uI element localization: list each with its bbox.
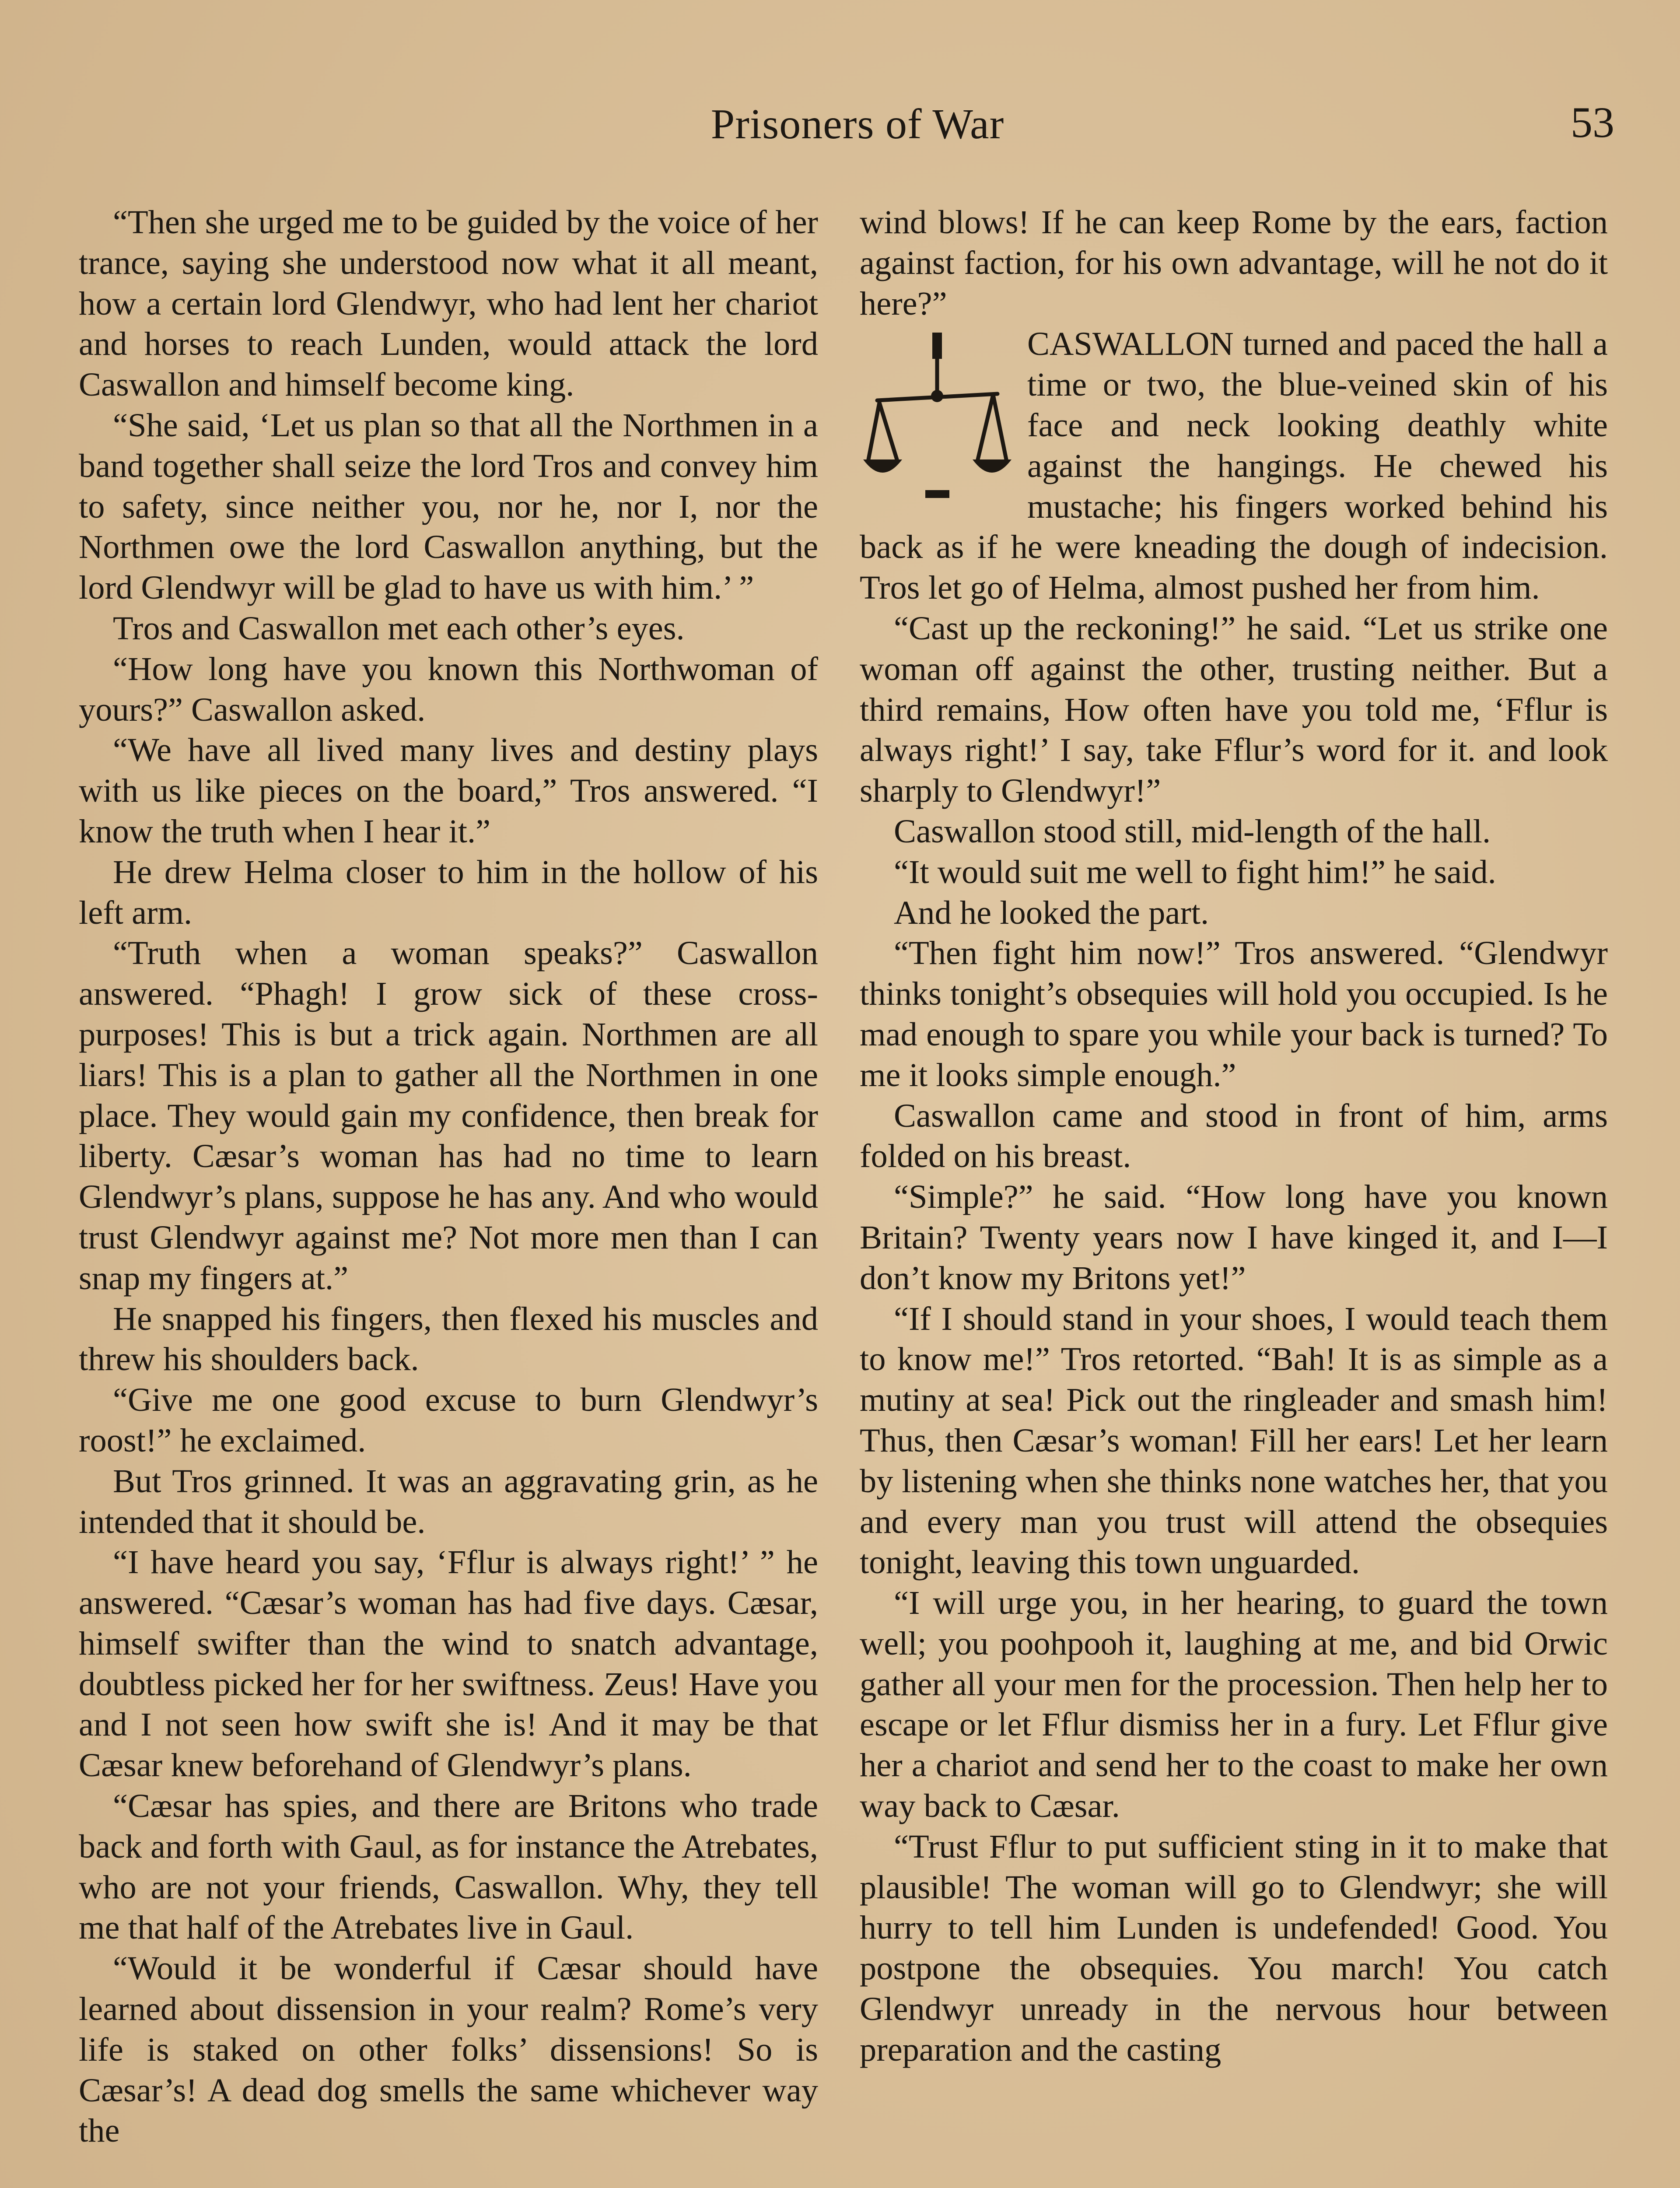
paragraph: “Truth when a woman speaks?” Caswallon answered. “Phagh! I grow sick of these cross-purposes! This is but a trick again. Northmen are all liars! This is a plan to gather all the Northmen in one place. They would gain my confidence, then break for liberty. Cæsar’s woman has had no time to learn Glendwyr’s plans, suppose he has any. And who would trust Glendwyr against me? Not more men than I can snap my fingers at.” xyxy=(79,934,818,1297)
paragraph: He drew Helma closer to him in the hollow of his left arm. xyxy=(79,853,818,931)
continued-paragraph: wind blows! If he can keep Rome by the ears, faction against faction, for his own advantage, will he not do it here?” xyxy=(860,203,1608,322)
paragraph: He snapped his fingers, then flexed his muscles and threw his shoulders back. xyxy=(79,1300,818,1378)
right-column xyxy=(860,202,1608,2070)
paragraph: “I have heard you say, ‘Fflur is always right!’ ” he answered. “Cæsar’s woman has had five days. Cæsar, himself swifter than the wind to snatch advantage, doubtless picked her for her swiftness. Zeus! Have you and I not seen how swift she is! And it may be that Cæsar knew beforehand of Glendwyr’s plans. xyxy=(79,1543,818,1784)
left-column xyxy=(79,202,818,2151)
paragraph: “Then she urged me to be guided by the voice of her trance, saying she understood now what it all meant, how a certain lord Glendwyr, who had lent her chariot and horses to reach Lunden, would attack the lord Caswallon and himself become king. xyxy=(79,203,818,403)
page-number: 53 xyxy=(1571,98,1614,147)
running-header: Prisoners of War xyxy=(710,101,1004,148)
paragraph: But Tros grinned. It was an aggravating grin, as he intended that it should be. xyxy=(79,1462,818,1540)
dropcap-paragraph: CASWALLON turned and paced the hall a time or two, the blue-veined skin of his face and neck looking deathly white against the hangings. He chewed his mustache; his fingers worked behind his back as if he were kneading the dough of indecision. Tros let go of Helma, almost pushed her from him. xyxy=(860,325,1608,607)
paragraph: “It would suit me well to fight him!” he said. xyxy=(894,853,1496,891)
scales-ornament-icon xyxy=(860,328,1015,508)
paragraph: “She said, ‘Let us plan so that all the Northmen in a band together shall seize the lord Tros and convey him to safety, since neither you, nor he, nor I, nor the Northmen owe the lord Caswallon anything, but the lord Glendwyr will be glad to have us with him.’ ” xyxy=(79,406,818,607)
paragraph: And he looked the part. xyxy=(894,894,1209,931)
paragraph: Tros and Caswallon met each other’s eyes. xyxy=(113,609,685,647)
paragraph: “How long have you known this Northwoman of yours?” Caswallon asked. xyxy=(79,650,818,728)
paragraph: “Give me one good excuse to burn Glendwyr’s roost!” he exclaimed. xyxy=(79,1381,818,1459)
paragraph: “Simple?” he said. “How long have you known Britain? Twenty years now I have kinged it, and I—I don’t know my Britons yet!” xyxy=(860,1178,1608,1297)
paragraph: “If I should stand in your shoes, I would teach them to know me!” Tros retorted. “Bah! It is as simple as a mutiny at sea! Pick out the ringleader and smash him! Thus, then Cæsar’s woman! Fill her ears! Let her learn by listening when she thinks none watches her, that you and every man you trust will attend the obsequies tonight, leaving this town unguarded. xyxy=(860,1300,1608,1581)
paragraph: “Would it be wonderful if Cæsar should have learned about dissension in your realm? Rome’s very life is staked on other folks’ dissensions! So is Cæsar’s! A dead dog smells the same whichever way the xyxy=(79,1950,818,2149)
paragraph: “Cast up the reckoning!” he said. “Let us strike one woman off against the other, trusting neither. But a third remains, How often have you told me, ‘Fflur is always right!’ I say, take Fflur’s word for it. and look sharply to Glendwyr!” xyxy=(860,609,1608,810)
paragraph: “Trust Fflur to put sufficient sting in it to make that plausible! The woman will go to Glendwyr; she will hurry to tell him Lunden is undefended! Good. You postpone the obsequies. You march! You catch Glendwyr unready in the nervous hour between preparation and the casting xyxy=(860,1827,1608,2068)
paragraph: “I will urge you, in her hearing, to guard the town well; you poohpooh it, laughing at me, and bid Orwic gather all your men for the procession. Then help her to escape or let Fflur dismiss her in a fury. Let Fflur give her a chariot and send her to the coast to make her own way back to Cæsar. xyxy=(860,1584,1608,1825)
paragraph: “We have all lived many lives and destiny plays with us like pieces on the board,” Tros answered. “I know the truth when I hear it.” xyxy=(79,731,818,850)
paragraph: Caswallon came and stood in front of him, arms folded on his breast. xyxy=(860,1097,1608,1175)
section-start xyxy=(860,324,1608,608)
paragraph: “Cæsar has spies, and there are Britons who trade back and forth with Gaul, as for instance the Atrebates, who are not your friends, Caswallon. Why, they tell me that half of the Atrebates live in Gaul. xyxy=(79,1787,818,1946)
paragraph: “Then fight him now!” Tros answered. “Glendwyr thinks tonight’s obsequies will hold you occupied. Is he mad enough to spare you while your back is turned? To me it looks simple enough.” xyxy=(860,934,1608,1094)
paragraph: Caswallon stood still, mid-length of the hall. xyxy=(894,812,1491,850)
